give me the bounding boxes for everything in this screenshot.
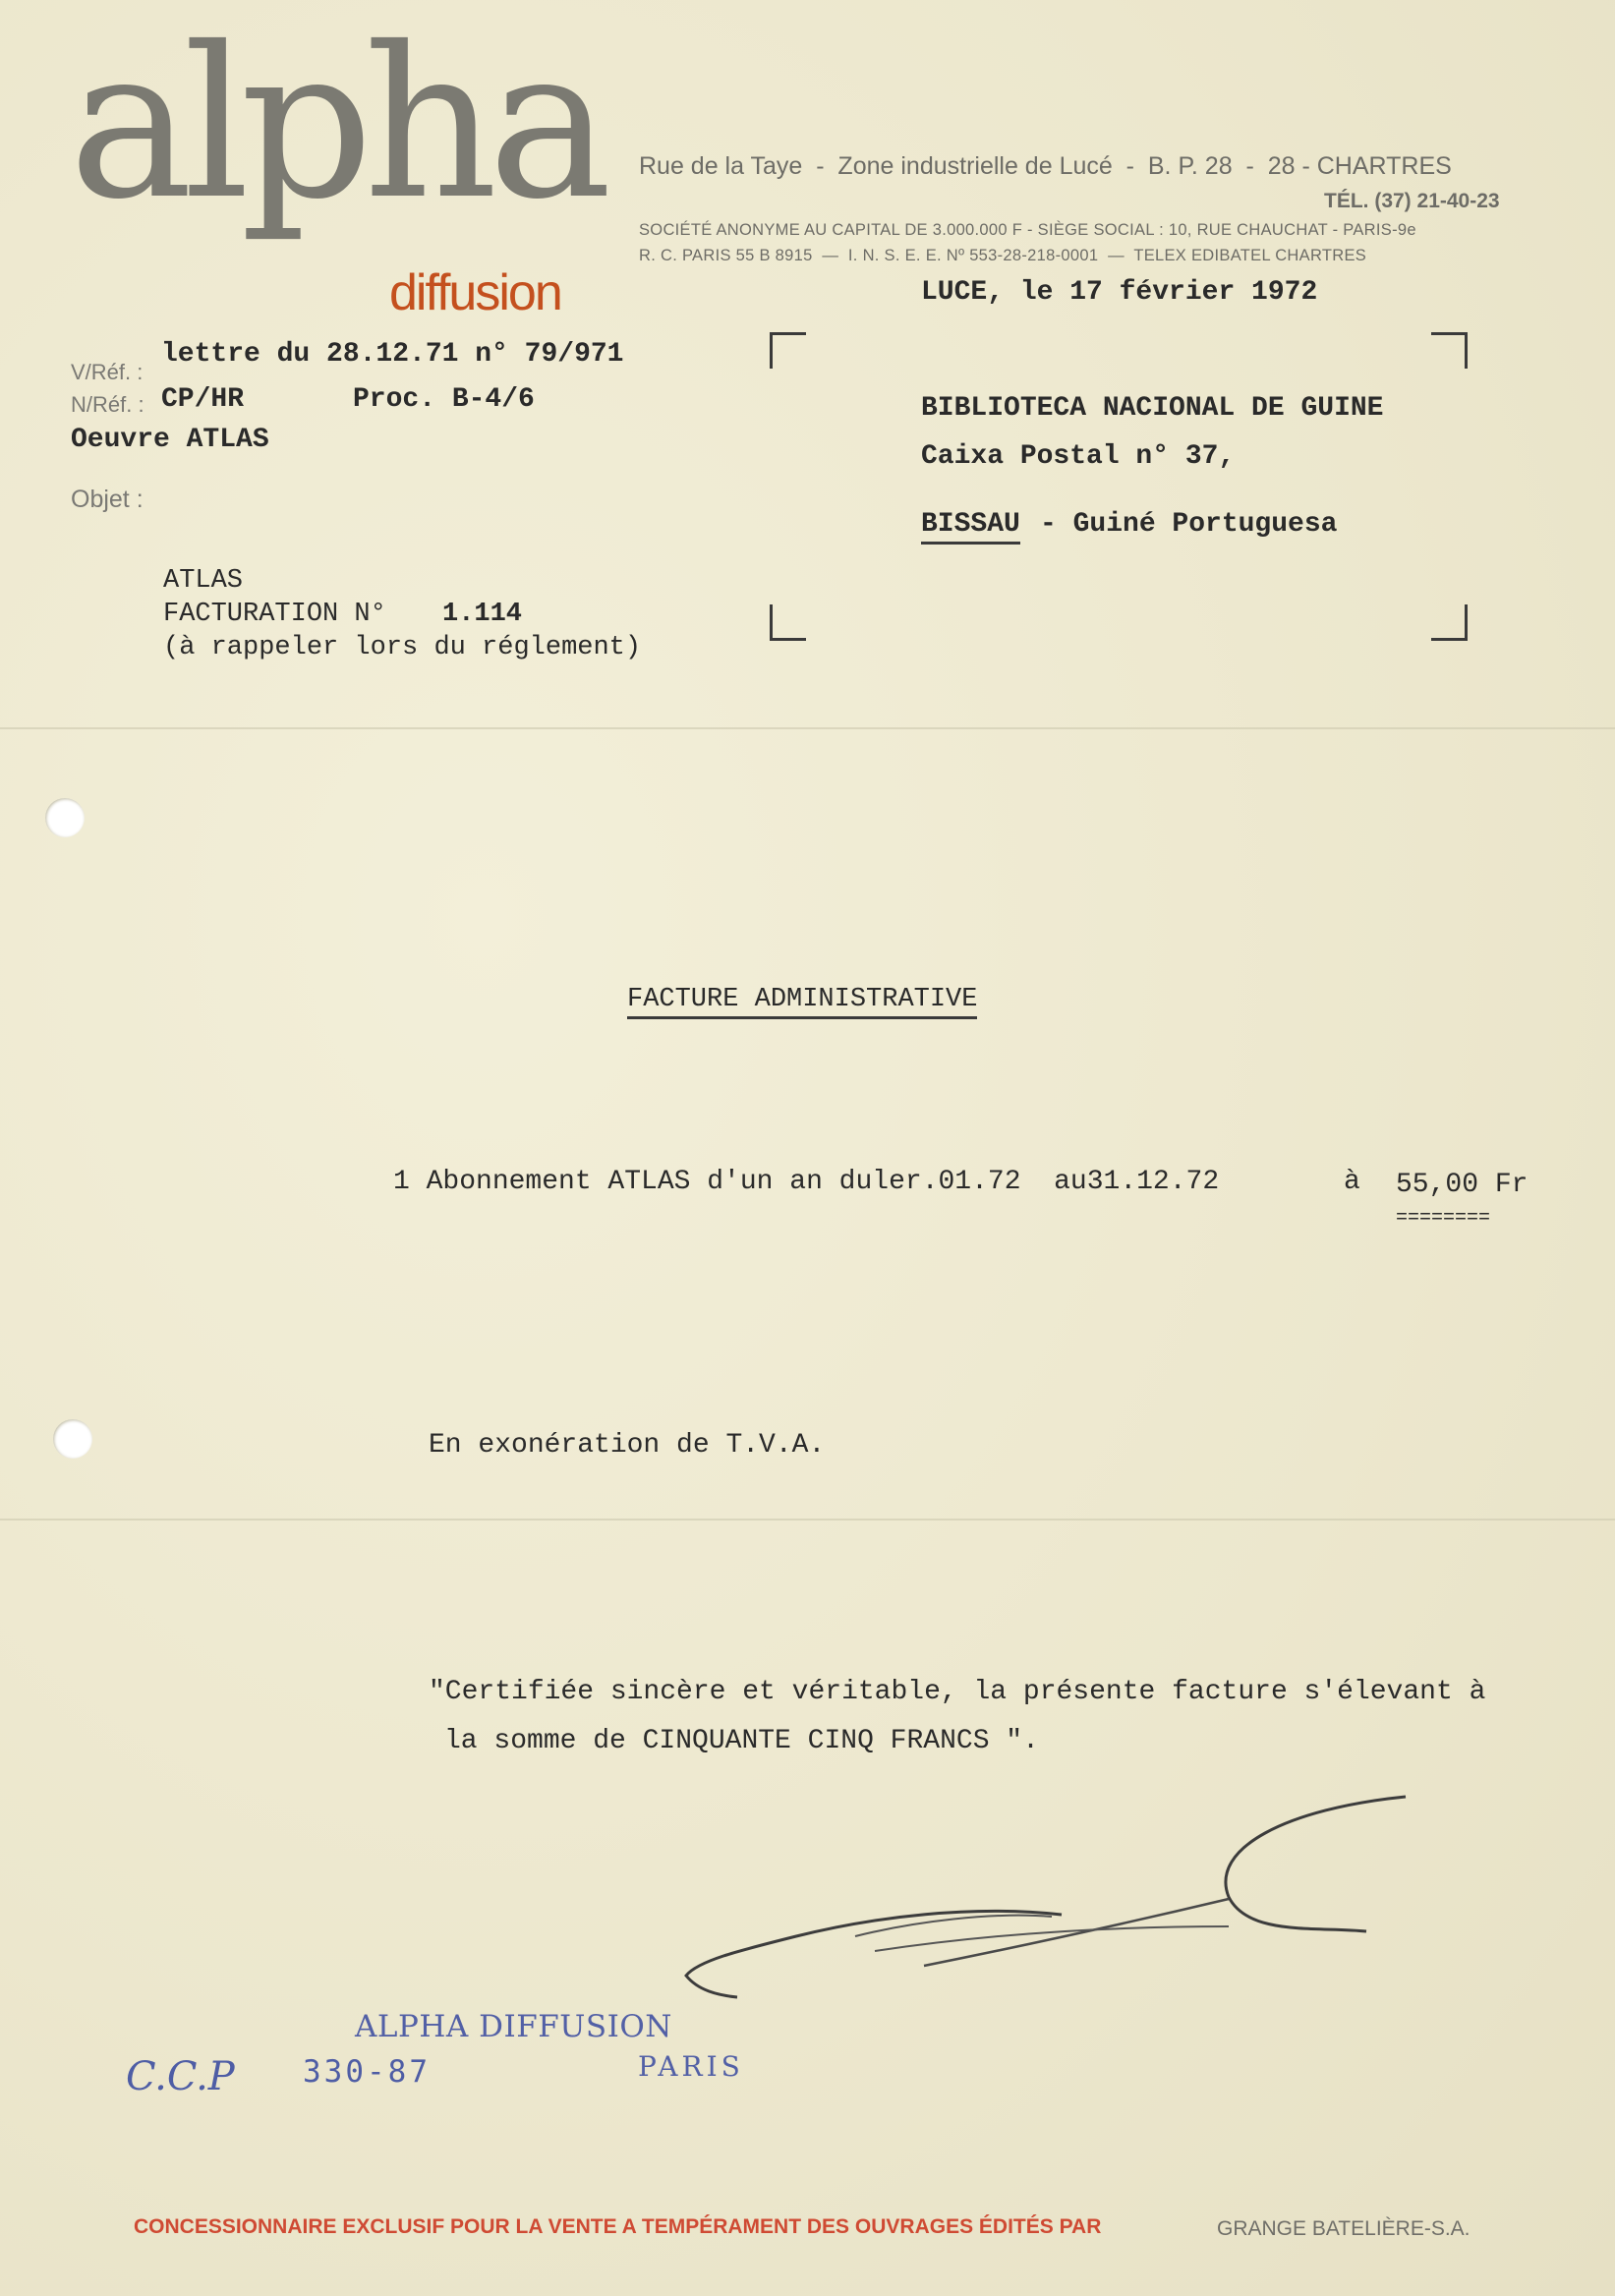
n-ref-label: N/Réf. : [71, 392, 144, 417]
stamp-company: ALPHA DIFFUSION [355, 2009, 672, 2044]
signature [678, 1789, 1425, 2015]
letterhead-registry-line: R. C. PARIS 55 B 8915 — I. N. S. E. E. Nº 553-28-218-0001 — TELEX EDIBATEL CHARTRES [639, 247, 1367, 264]
logo-diffusion: diffusion [389, 264, 561, 321]
letterhead-address: Rue de la Taye - Zone industrielle de Lucé - B. P. 28 - 28 - CHARTRES [639, 152, 1452, 180]
v-ref-value: lettre du 28.12.71 n° 79/971 [161, 339, 624, 370]
line-item-a: à [1344, 1167, 1360, 1197]
recipient-line-1: BIBLIOTECA NACIONAL DE GUINE [921, 393, 1384, 424]
punch-hole-top [45, 798, 85, 837]
date-line: LUCE, le 17 février 1972 [921, 277, 1318, 308]
proc-reference: Proc. B-4/6 [353, 384, 535, 415]
window-corner-top-left [770, 332, 806, 369]
window-corner-bottom-left [770, 604, 806, 641]
letterhead-company-line: SOCIÉTÉ ANONYME AU CAPITAL DE 3.000.000 F - SIÈGE SOCIAL : 10, RUE CHAUCHAT - PARIS-9e [639, 221, 1416, 239]
fold-line-bottom [0, 1519, 1615, 1521]
billing-atlas: ATLAS [163, 566, 244, 596]
stamp-ccp-number: 330-87 [303, 2054, 431, 2090]
line-item-description: 1 Abonnement ATLAS d'un an duler.01.72 au31.12.72 [393, 1167, 1220, 1197]
certification-line-1: "Certifiée sincère et véritable, la présente facture s'élevant à [429, 1677, 1486, 1707]
v-ref-label: V/Réf. : [71, 360, 144, 384]
punch-hole-bottom [53, 1419, 92, 1459]
fold-line-top [0, 727, 1615, 729]
invoice-title: FACTURE ADMINISTRATIVE [627, 985, 977, 1019]
window-corner-bottom-right [1431, 604, 1468, 641]
oeuvre-line: Oeuvre ATLAS [71, 425, 269, 455]
footer-concession: CONCESSIONNAIRE EXCLUSIF POUR LA VENTE A TEMPÉRAMENT DES OUVRAGES ÉDITÉS PAR [134, 2215, 1102, 2238]
footer-publisher: GRANGE BATELIÈRE-S.A. [1217, 2217, 1471, 2240]
recipient-country: - Guiné Portuguesa [1040, 509, 1338, 540]
certification-line-2: la somme de CINQUANTE CINQ FRANCS ". [444, 1726, 1039, 1756]
window-corner-top-right [1431, 332, 1468, 369]
billing-facturation-number: 1.114 [442, 600, 523, 629]
line-item-amount-underline: ======== [1396, 1207, 1491, 1230]
objet-label: Objet : [71, 486, 144, 513]
billing-reminder: (à rappeler lors du réglement) [163, 633, 642, 662]
n-ref-value: CP/HR [161, 384, 245, 415]
stamp-ccp-handwritten: C.C.P [126, 2054, 235, 2099]
logo-alpha: alpha [69, 2, 603, 245]
billing-facturation-prefix: FACTURATION N° [163, 600, 386, 629]
letterhead-tel: TÉL. (37) 21-40-23 [1324, 190, 1500, 212]
line-item-amount: 55,00 Fr [1396, 1170, 1528, 1200]
tva-note: En exonération de T.V.A. [429, 1430, 826, 1461]
recipient-line-2: Caixa Postal n° 37, [921, 441, 1236, 472]
recipient-city: BISSAU [921, 509, 1020, 545]
stamp-city: PARIS [638, 2050, 744, 2083]
